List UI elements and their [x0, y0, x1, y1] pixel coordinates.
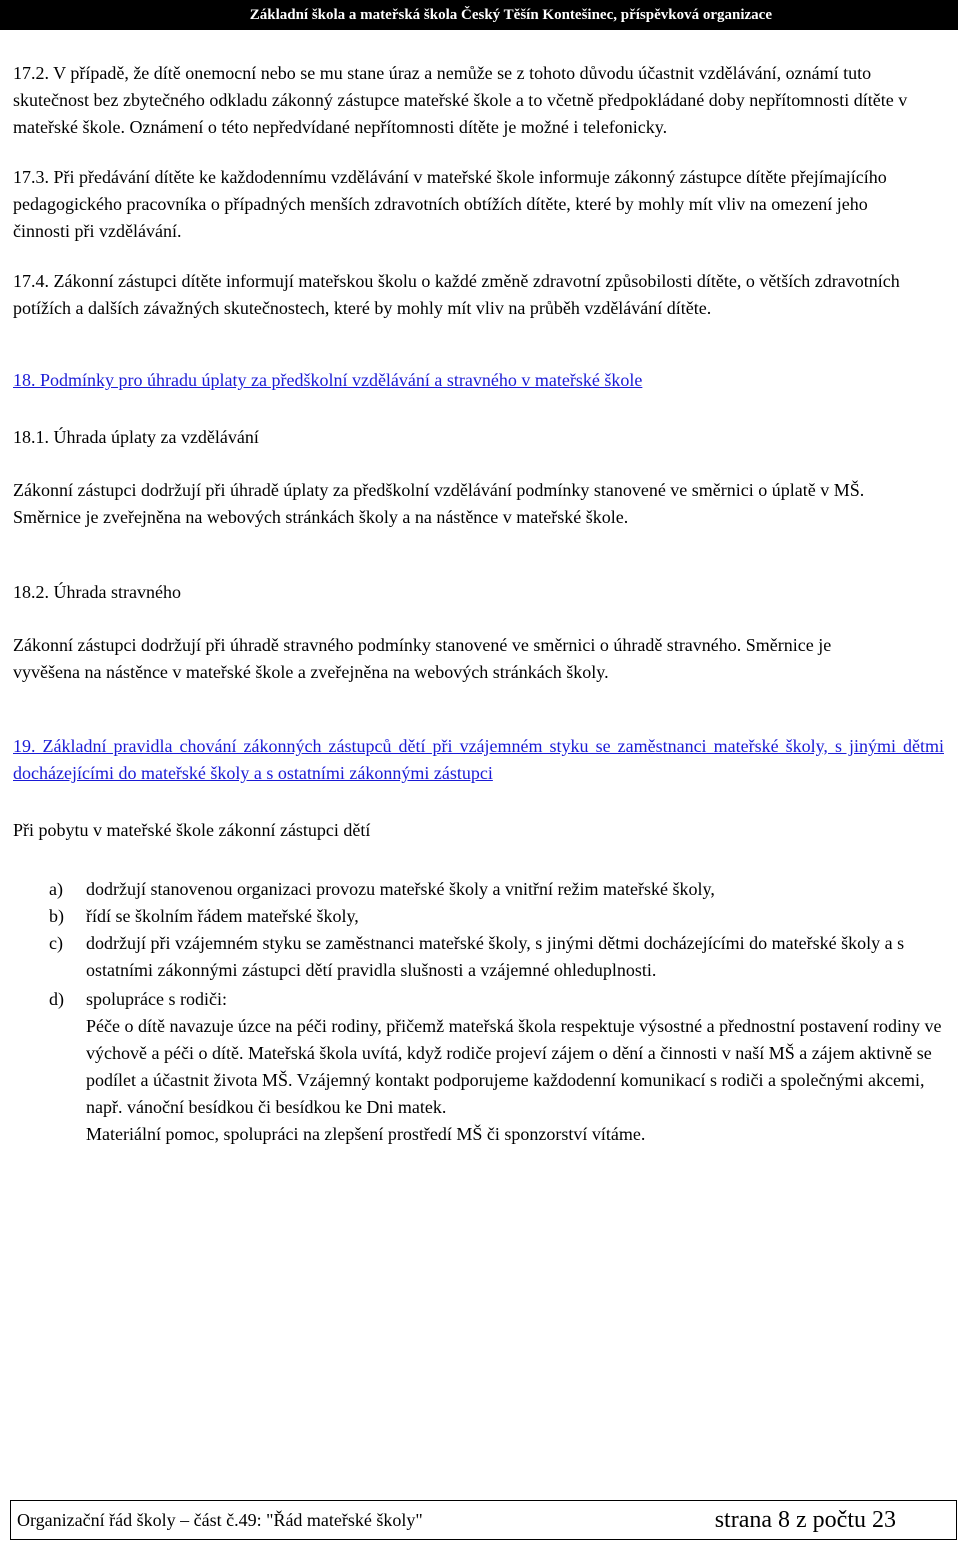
footer-document-title: Organizační řád školy – část č.49: "Řád mateřské školy"	[17, 1509, 423, 1530]
paragraph-18-2: Zákonní zástupci dodržují při úhradě stravného podmínky stanovené ve směrnici o úhradě stravného. Směrnice je vyvěšena na nástěnce v mateřské škole a zveřejněna na webových stránkách školy.	[13, 635, 832, 682]
list-marker: c)	[49, 933, 63, 953]
page-footer	[10, 1500, 957, 1540]
list-item	[13, 876, 948, 903]
list-item-text: dodržují stanovenou organizaci provozu mateřské školy a vnitřní režim mateřské školy,	[86, 879, 715, 899]
list-item-body	[86, 986, 948, 1148]
rules-list	[13, 876, 948, 1148]
list-item	[13, 903, 948, 930]
list-marker: b)	[49, 906, 64, 926]
list-item-text: dodržují při vzájemném styku se zaměstnanci mateřské školy, s jinými dětmi docházejícími do mateřské školy a s ostatními zákonnými zástupci dětí pravidla slušnosti a vzájemné ohleduplnosti.	[86, 933, 905, 980]
list-item-text: řídí se školním řádem mateřské školy,	[86, 906, 359, 926]
list-item-text: Péče o dítě navazuje úzce na péči rodiny, přičemž mateřská škola respektuje výsostné a přednostní postavení rodiny ve výchově a péči o dítě. Mateřská škola uvítá, když rodiče projeví zájem o dění a činnosti v naší MŠ a zájem aktivně se podílet a účastnit života MŠ. Vzájemný kontakt podporujeme každodenní komunikací s rodiči a společnými akcemi, např. vánoční besídkou či besídkou ke Dni matek.	[86, 1016, 942, 1117]
paragraph-18-1: Zákonní zástupci dodržují při úhradě úplaty za předškolní vzdělávání podmínky stanovené ve směrnici o úplatě v MŠ. Směrnice je zveřejněna na webových stránkách školy a na nástěnce v mateřské škole.	[13, 480, 865, 527]
list-item	[13, 930, 948, 984]
list-marker: a)	[49, 879, 63, 899]
footer-page-number: strana 8 z počtu 23	[714, 1506, 896, 1533]
page-content	[13, 60, 948, 1148]
header-title: Základní škola a mateřská škola Český Těšín Kontešinec, příspěvková organizace	[249, 7, 772, 23]
page-header	[0, 0, 958, 30]
list-item	[13, 986, 948, 1148]
heading-19-link[interactable]: 19. Základní pravidla chování zákonných zástupců dětí při vzájemném styku se zaměstnanci mateřské školy, s jinými dětmi docházejícími do mateřské školy a s ostatními zákonnými zástupci	[13, 736, 944, 783]
list-item-text: spolupráce s rodiči:	[86, 989, 227, 1009]
list-item-text: Materiální pomoc, spolupráci na zlepšení prostředí MŠ či sponzorství vítáme.	[86, 1124, 646, 1144]
paragraph-17-3: 17.3. Při předávání dítěte ke každodennímu vzdělávání v mateřské škole informuje zákonný zástupce dítěte přejímajícího pedagogického pracovníka o případných menších zdravotních obtížích dítěte, které by mohly mít vliv na omezení jeho činnosti při vzdělávání.	[13, 167, 887, 241]
paragraph-17-2: 17.2. V případě, že dítě onemocní nebo se mu stane úraz a nemůže se z tohoto důvodu účastnit vzdělávání, oznámí tuto skutečnost bez zbytečného odkladu zákonný zástupce mateřské škole a to včetně předpokládané doby nepřítomnosti dítěte v mateřské škole. Oznámení o této nepředvídané nepřítomnosti dítěte je možné i telefonicky.	[13, 63, 908, 137]
list-marker: d)	[49, 989, 64, 1009]
heading-18-2: 18.2. Úhrada stravného	[13, 582, 181, 602]
heading-18-link[interactable]: 18. Podmínky pro úhradu úplaty za předškolní vzdělávání a stravného v mateřské škole	[13, 370, 643, 390]
paragraph-19-intro: Při pobytu v mateřské škole zákonní zástupci dětí	[13, 820, 371, 840]
paragraph-17-4: 17.4. Zákonní zástupci dítěte informují mateřskou školu o každé změně zdravotní způsobilosti dítěte, o větších zdravotních potížích a dalších závažných skutečnostech, které by mohly mít vliv na průběh vzdělávání dítěte.	[13, 271, 900, 318]
heading-18-1: 18.1. Úhrada úplaty za vzdělávání	[13, 427, 259, 447]
